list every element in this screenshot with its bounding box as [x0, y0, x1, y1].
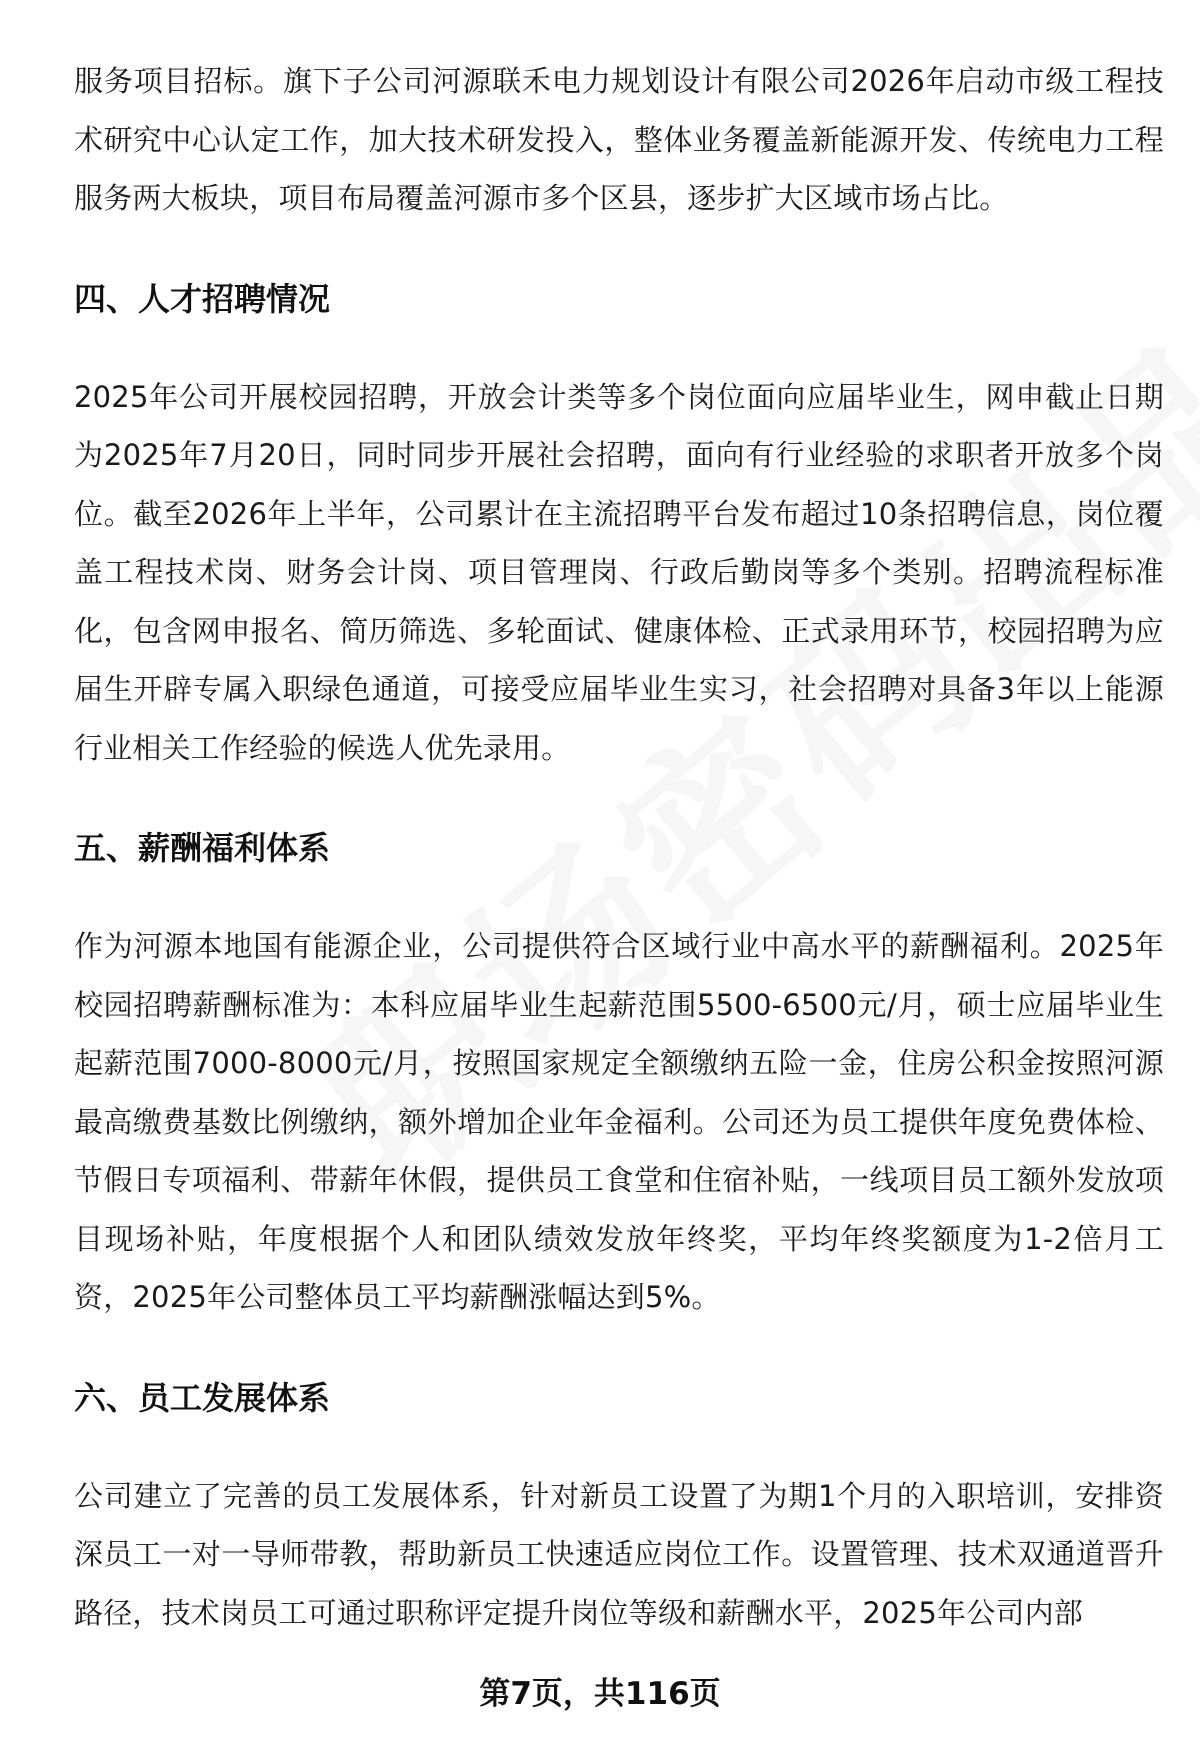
section-heading-development: 六、员工发展体系	[74, 1378, 331, 1417]
section-heading-recruitment: 四、人才招聘情况	[74, 279, 331, 318]
intro-continued-paragraph: 服务项目招标。旗下子公司河源联禾电力规划设计有限公司2026年启动市级工程技术研究中心认定工作，加大技术研发投入，整体业务覆盖新能源开发、传统电力工程服务两大板块，项目布局覆盖河源市多个区县，逐步扩大区域市场占比。	[74, 64, 1164, 215]
recruitment-paragraph: 2025年公司开展校园招聘，开放会计类等多个岗位面向应届毕业生，网申截止日期为2025年7月20日，同时同步开展社会招聘，面向有行业经验的求职者开放多个岗位。截至2026年上半年，公司累计在主流招聘平台发布超过10条招聘信息，岗位覆盖工程技术岗、财务会计岗、项目管理岗、行政后勤岗等多个类别。招聘流程标准化，包含网申报名、简历筛选、多轮面试、健康体检、正式录用环节，校园招聘为应届生开辟专属入职绿色通道，可接受应届毕业生实习，社会招聘对具备3年以上能源行业相关工作经验的候选人优先录用。	[74, 379, 1164, 765]
development-paragraph: 公司建立了完善的员工发展体系，针对新员工设置了为期1个月的入职培训，安排资深员工一对一导师带教，帮助新员工快速适应岗位工作。设置管理、技术双通道晋升路径，技术岗员工可通过职称评定提升岗位等级和薪酬水平，2025年公司内部	[74, 1478, 1164, 1630]
compensation-paragraph: 作为河源本地国有能源企业，公司提供符合区域行业中高水平的薪酬福利。2025年校园招聘薪酬标准为：本科应届毕业生起薪范围5500-6500元/月，硕士应届毕业生起薪范围7000-8000元/月，按照国家规定全额缴纳五险一金，住房公积金按照河源最高缴费基数比例缴纳，额外增加企业年金福利。公司还为员工提供年度免费体检、节假日专项福利、带薪年休假，提供员工食堂和住宿补贴，一线项目员工额外发放项目现场补贴，年度根据个人和团队绩效发放年终奖，平均年终奖额度为1-2倍月工资，2025年公司整体员工平均薪酬涨幅达到5%。	[74, 929, 1164, 1314]
section-heading-compensation: 五、薪酬福利体系	[74, 829, 331, 867]
document-body	[74, 52, 1164, 1642]
page-number-footer: 第7页，共116页	[479, 1676, 721, 1712]
